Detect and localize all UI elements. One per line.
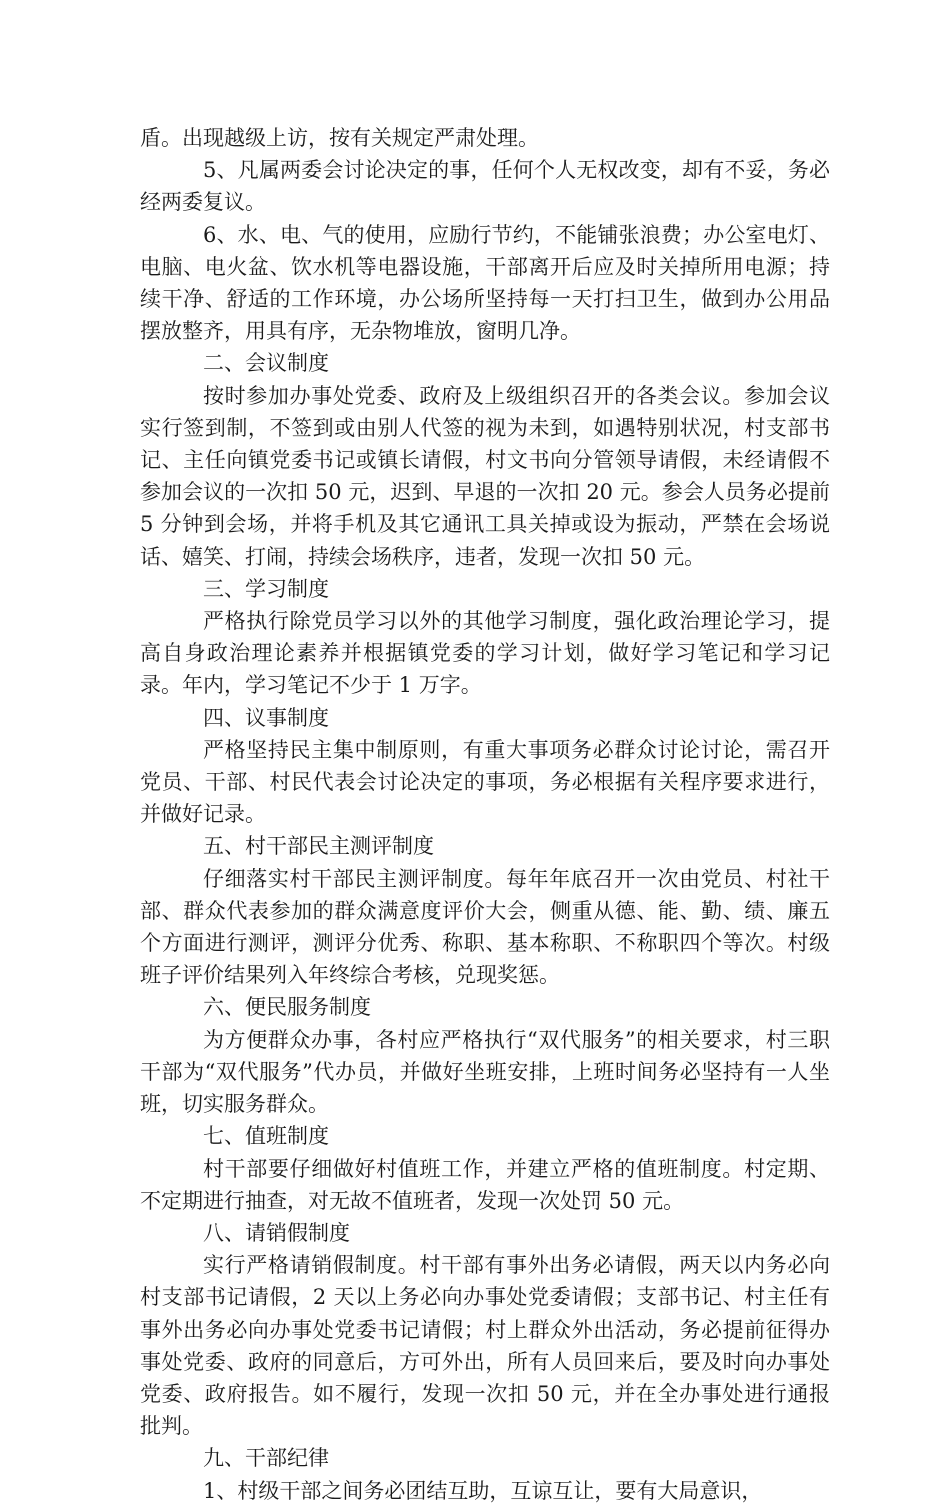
section-heading-study: 三、学习制度 <box>203 576 329 601</box>
section-heading-duty: 七、值班制度 <box>203 1124 329 1149</box>
paragraph-item-5: 5、凡属两委会讨论决定的事，任何个人无权改变，却有不妥，务必经两委复议。 <box>140 158 830 215</box>
paragraph-discipline: 1、村级干部之间务必团结互助，互谅互让，要有大局意识， <box>203 1478 763 1503</box>
document-page <box>140 122 830 1507</box>
section-heading-deliberation: 四、议事制度 <box>203 705 329 730</box>
section-heading-leave: 八、请销假制度 <box>203 1220 350 1245</box>
paragraph-item-6: 6、水、电、气的使用，应励行节约，不能铺张浪费；办公室电灯、电脑、电火盆、饮水机等电器设施，干部离开后应及时关掉所用电源；持续干净、舒适的工作环境，办公场所坚持每一天打扫卫生，做到办公用品摆放整齐，用具有序，无杂物堆放，窗明几净。 <box>140 222 830 344</box>
section-heading-service: 六、便民服务制度 <box>203 995 371 1020</box>
section-heading-discipline: 九、干部纪律 <box>203 1446 329 1471</box>
section-heading-meeting: 二、会议制度 <box>203 351 329 376</box>
paragraph-study: 严格执行除党员学习以外的其他学习制度，强化政治理论学习，提高自身政治理论素养并根据镇党委的学习计划，做好学习笔记和学习记录。年内，学习笔记不少于 1 万字。 <box>140 609 830 698</box>
paragraph-deliberation: 严格坚持民主集中制原则，有重大事项务必群众讨论讨论，需召开党员、干部、村民代表会讨论决定的事项，务必根据有关程序要求进行，并做好记录。 <box>140 737 830 827</box>
paragraph-continuation: 盾。出现越级上访，按有关规定严肃处理。 <box>140 126 539 150</box>
paragraph-service: 为方便群众办事，各村应严格执行“双代服务”的相关要求，村三职干部为“双代服务”代办员，并做好坐班安排，上班时间务必坚持有一人坐班，切实服务群众。 <box>140 1027 830 1117</box>
paragraph-meeting: 按时参加办事处党委、政府及上级组织召开的各类会议。参加会议实行签到制，不签到或由别人代签的视为未到，如遇特别状况，村支部书记、主任向镇党委书记或镇长请假，村文书向分管领导请假，未经请假不参加会议的一次扣 50 元，迟到、早退的一次扣 20 元。参会人员务必提前 5 分钟到会场，并将手机及其它通讯工具关掉或设为振动，严禁在会场说话、嬉笑、打闹，持续会场秩序，违者，发现一次扣 50 元。 <box>140 383 830 569</box>
section-heading-evaluation: 五、村干部民主测评制度 <box>203 834 434 859</box>
paragraph-leave: 实行严格请销假制度。村干部有事外出务必请假，两天以内务必向村支部书记请假，2 天以上务必向办事处党委请假；支部书记、村主任有事外出务必向办事处党委书记请假；村上群众外出活动，务必提前征得办事处党委、政府的同意后，方可外出，所有人员回来后，要及时向办事处党委、政府报告。如不履行，发现一次扣 50 元，并在全办事处进行通报批判。 <box>140 1253 830 1439</box>
paragraph-evaluation: 仔细落实村干部民主测评制度。每年年底召开一次由党员、村社干部、群众代表参加的群众满意度评价大会，侧重从德、能、勤、绩、廉五个方面进行测评，测评分优秀、称职、基本称职、不称职四个等次。村级班子评价结果列入年终综合考核，兑现奖惩。 <box>140 866 830 988</box>
paragraph-duty: 村干部要仔细做好村值班工作，并建立严格的值班制度。村定期、不定期进行抽查，对无故不值班者，发现一次处罚 50 元。 <box>140 1156 830 1213</box>
